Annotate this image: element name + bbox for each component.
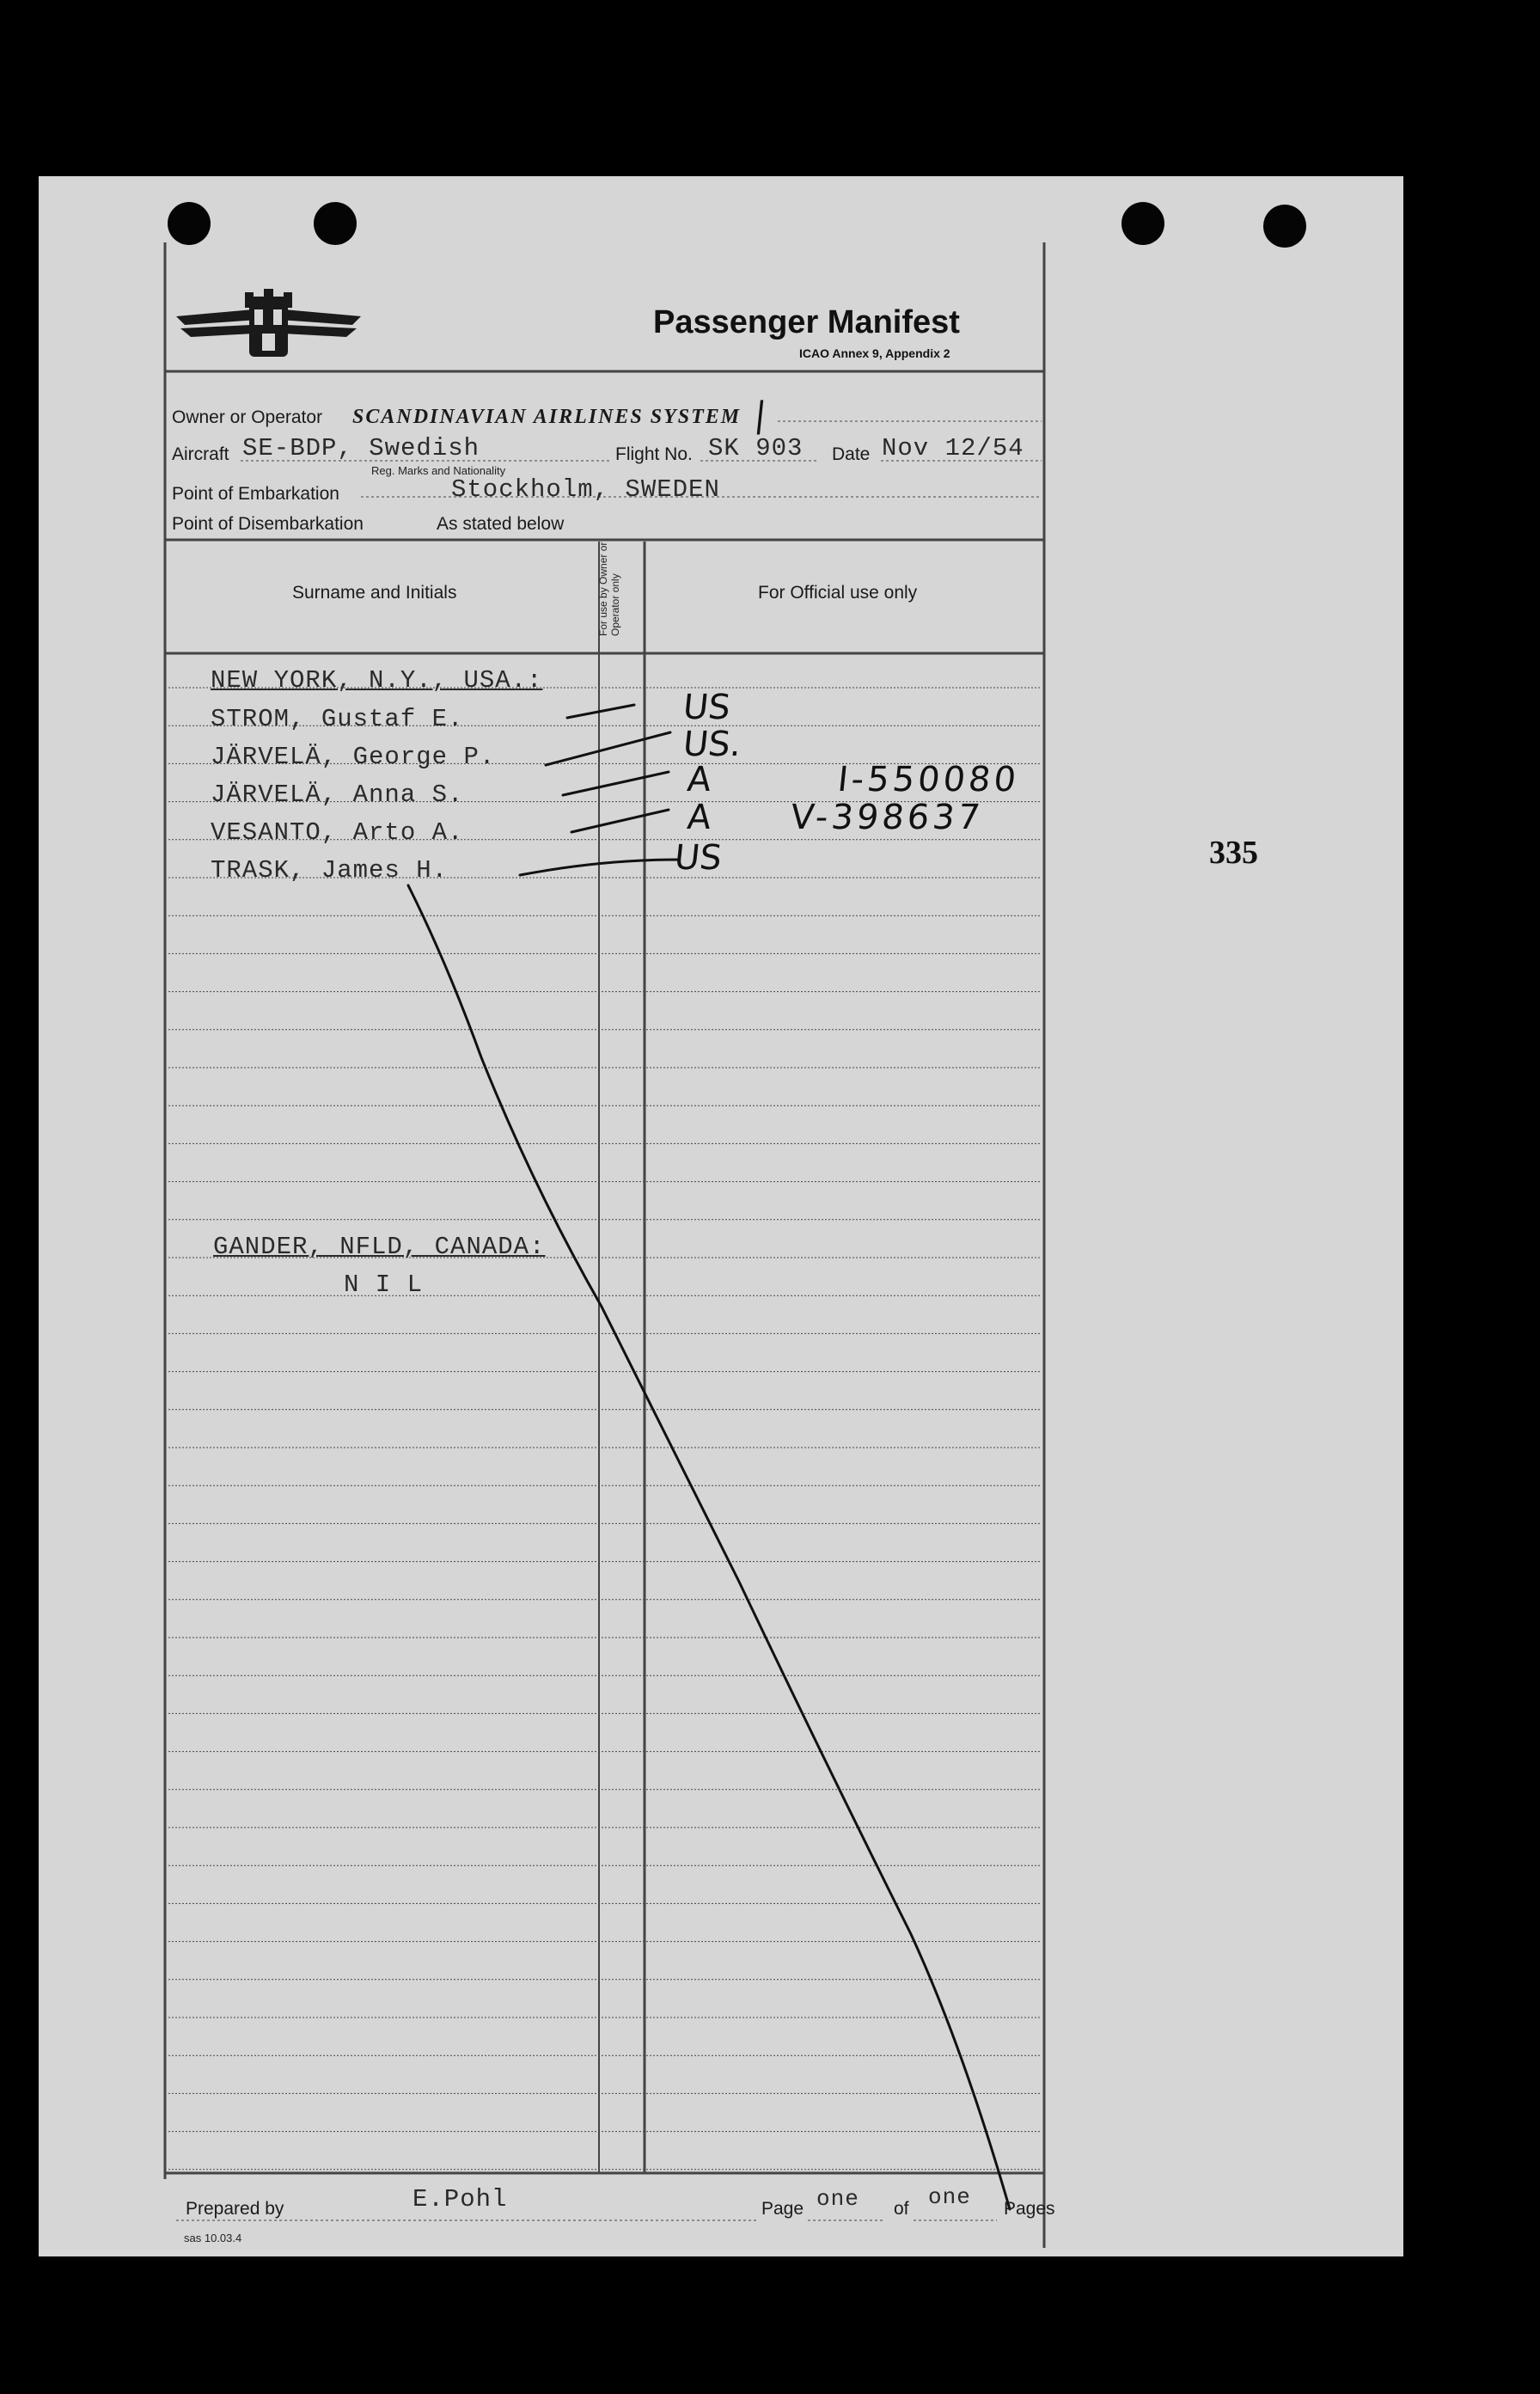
official-mark: A — [685, 798, 713, 837]
owner-mark: | — [752, 395, 768, 435]
date-label: Date — [832, 444, 871, 464]
owner-value: SCANDINAVIAN AIRLINES SYSTEM — [352, 406, 742, 428]
nil-entry: N I L — [344, 1270, 424, 1299]
official-mark: US — [672, 838, 724, 878]
official-mark: US. — [681, 725, 743, 764]
aircraft-label: Aircraft — [172, 444, 229, 464]
of-label: of — [894, 2199, 909, 2219]
col-surname-header: Surname and Initials — [292, 583, 457, 603]
flight-label: Flight No. — [615, 444, 693, 464]
passenger-row-name: JÄRVELÄ, Anna S. — [211, 781, 464, 809]
form-code: sas 10.03.4 — [184, 2232, 242, 2244]
disembarkation-value: As stated below — [437, 514, 565, 534]
col-official-header: For Official use only — [758, 583, 918, 603]
embarkation-value: Stockholm, SWEDEN — [451, 475, 720, 504]
page-value: one — [816, 2186, 859, 2212]
official-mark: US — [681, 688, 733, 727]
official-note: V-398637 — [788, 798, 986, 837]
passenger-row-name: VESANTO, Arto A. — [211, 818, 464, 847]
pages-label: Pages — [1004, 2199, 1055, 2219]
passenger-row-name: STROM, Gustaf E. — [211, 705, 464, 733]
page-label: Page — [761, 2199, 804, 2219]
of-value: one — [928, 2184, 971, 2210]
embarkation-label: Point of Embarkation — [172, 484, 339, 504]
owner-label: Owner or Operator — [172, 407, 323, 427]
disembarkation-label: Point of Disembarkation — [172, 514, 364, 534]
date-value: Nov 12/54 — [882, 434, 1024, 462]
official-note: I-550080 — [835, 760, 1022, 799]
destination-heading-gander: GANDER, NFLD, CANADA: — [213, 1233, 546, 1261]
side-page-number: 335 — [1209, 835, 1258, 871]
passenger-row-name: TRASK, James H. — [211, 856, 449, 885]
document-subtitle: ICAO Annex 9, Appendix 2 — [799, 346, 950, 360]
destination-heading-newyork: NEW YORK, N.Y., USA.: — [211, 666, 543, 695]
prepared-by-label: Prepared by — [186, 2199, 284, 2219]
aircraft-value: SE-BDP, Swedish — [242, 434, 480, 462]
official-mark: A — [685, 760, 713, 799]
passenger-row-name: JÄRVELÄ, George P. — [211, 743, 496, 771]
document-title: Passenger Manifest — [653, 304, 960, 340]
prepared-by-value: E.Pohl — [412, 2185, 508, 2213]
reg-marks-note: Reg. Marks and Nationality — [371, 464, 506, 477]
flight-value: SK 903 — [708, 434, 804, 462]
col-operator-header: For use by Owner or Operator only — [597, 542, 621, 636]
